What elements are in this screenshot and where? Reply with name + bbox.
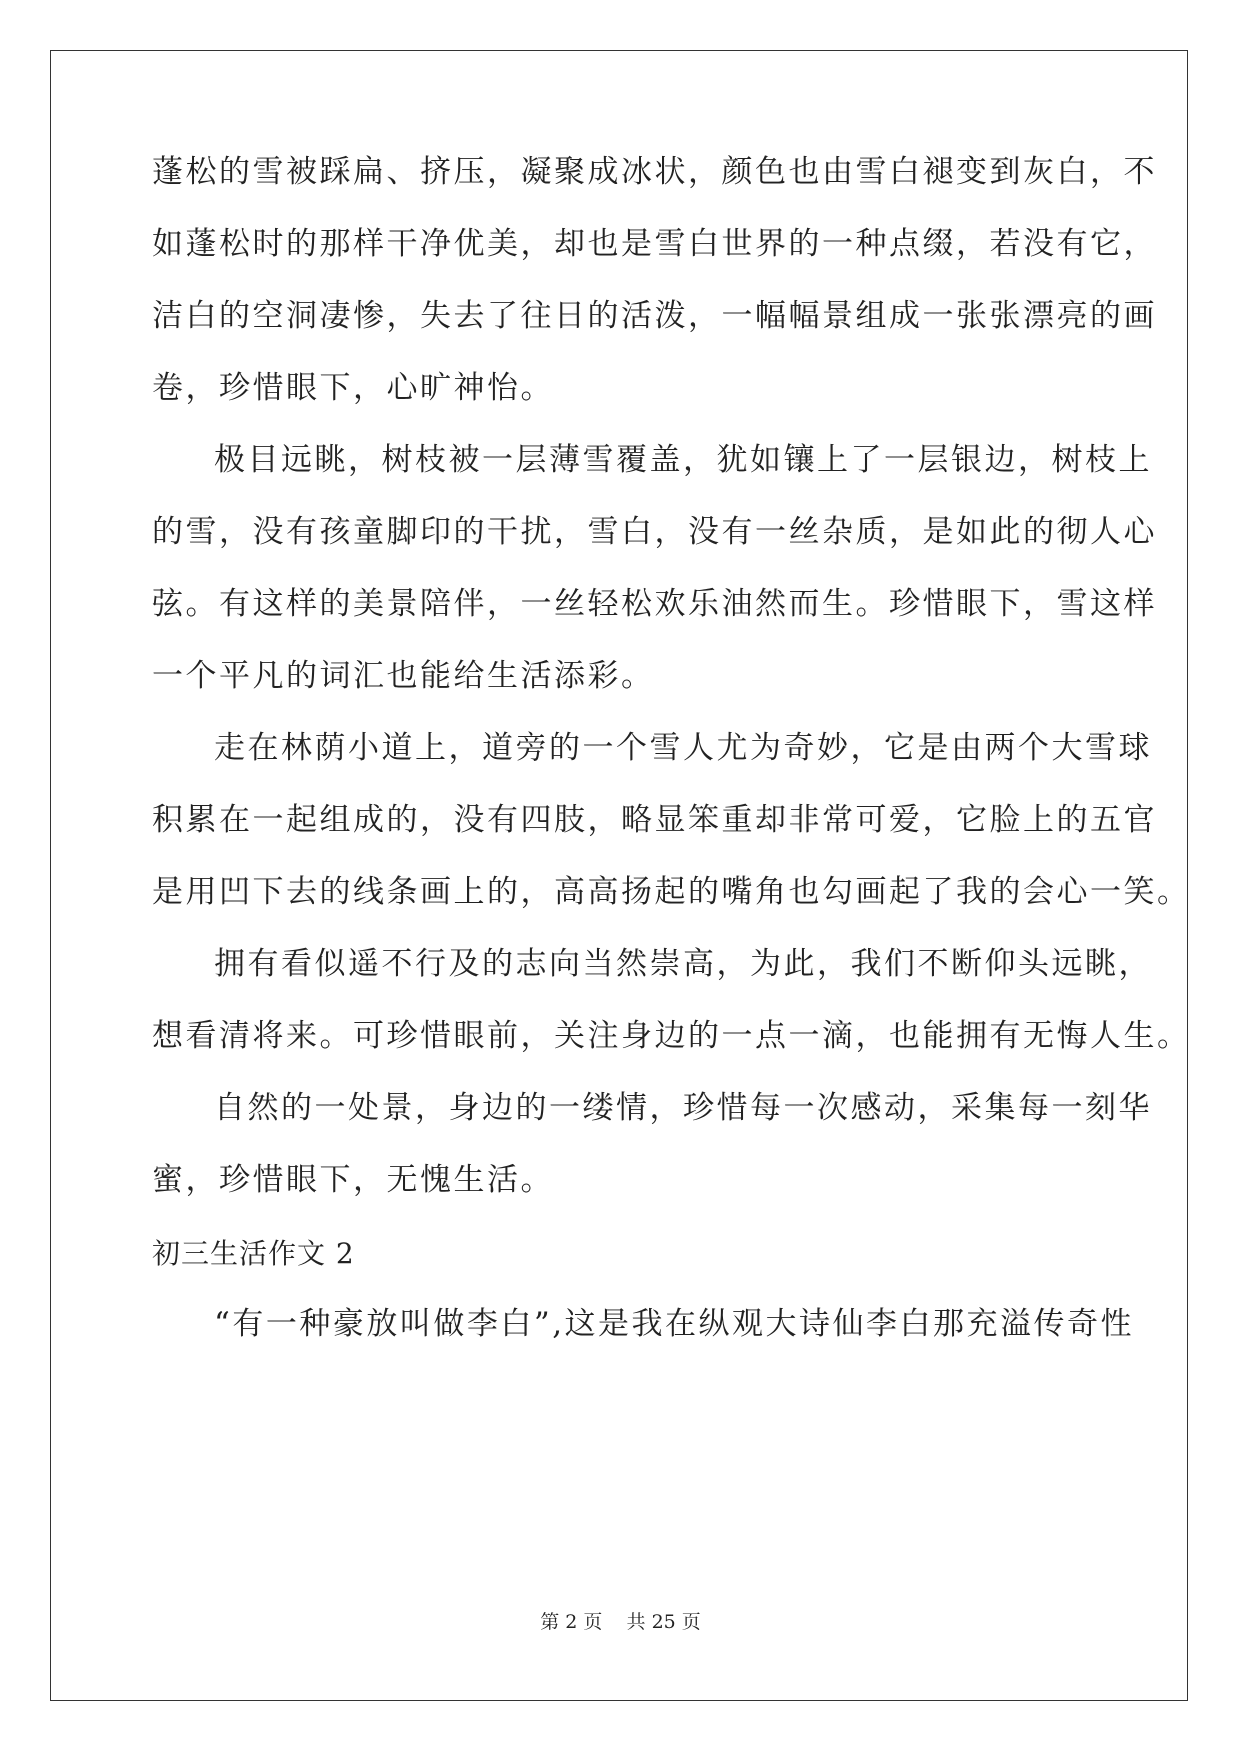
paragraph-line: 拥有看似遥不行及的志向当然崇高，为此，我们不断仰头远眺， <box>214 946 1152 982</box>
paragraph-line: 的雪，没有孩童脚印的干扰，雪白，没有一丝杂质，是如此的彻人心 <box>152 514 1157 550</box>
paragraph-line: 自然的一处景，身边的一缕情，珍惜每一次感动，采集每一刻华 <box>214 1090 1152 1126</box>
page-number-footer: 第 2 页 共 25 页 <box>540 1611 701 1633</box>
paragraph-line: 是用凹下去的线条画上的，高高扬起的嘴角也勾画起了我的会心一笑。 <box>152 874 1191 910</box>
paragraph-line: 蓬松的雪被踩扁、挤压，凝聚成冰状，颜色也由雪白褪变到灰白，不 <box>152 154 1157 190</box>
paragraph-line: 走在林荫小道上，道旁的一个雪人尤为奇妙，它是由两个大雪球 <box>214 730 1152 766</box>
paragraph-line: 如蓬松时的那样干净优美，却也是雪白世界的一种点缀，若没有它， <box>152 226 1157 262</box>
paragraph-line: 极目远眺，树枝被一层薄雪覆盖，犹如镶上了一层银边，树枝上 <box>214 442 1152 478</box>
paragraph-line: 蜜，珍惜眼下，无愧生活。 <box>152 1162 554 1198</box>
paragraph-line: 洁白的空洞凄惨，失去了往日的活泼，一幅幅景组成一张张漂亮的画 <box>152 298 1157 334</box>
paragraph-line: “有一种豪放叫做李白”,这是我在纵观大诗仙李白那充溢传奇性 <box>214 1306 1135 1342</box>
section-heading: 初三生活作文 2 <box>152 1237 355 1270</box>
paragraph-line: 积累在一起组成的，没有四肢，略显笨重却非常可爱，它脸上的五官 <box>152 802 1157 838</box>
paragraph-line: 一个平凡的词汇也能给生活添彩。 <box>152 658 655 694</box>
paragraph-line: 卷，珍惜眼下，心旷神怡。 <box>152 370 554 406</box>
paragraph-line: 弦。有这样的美景陪伴，一丝轻松欢乐油然而生。珍惜眼下，雪这样 <box>152 586 1157 622</box>
paragraph-line: 想看清将来。可珍惜眼前，关注身边的一点一滴，也能拥有无悔人生。 <box>152 1018 1191 1054</box>
